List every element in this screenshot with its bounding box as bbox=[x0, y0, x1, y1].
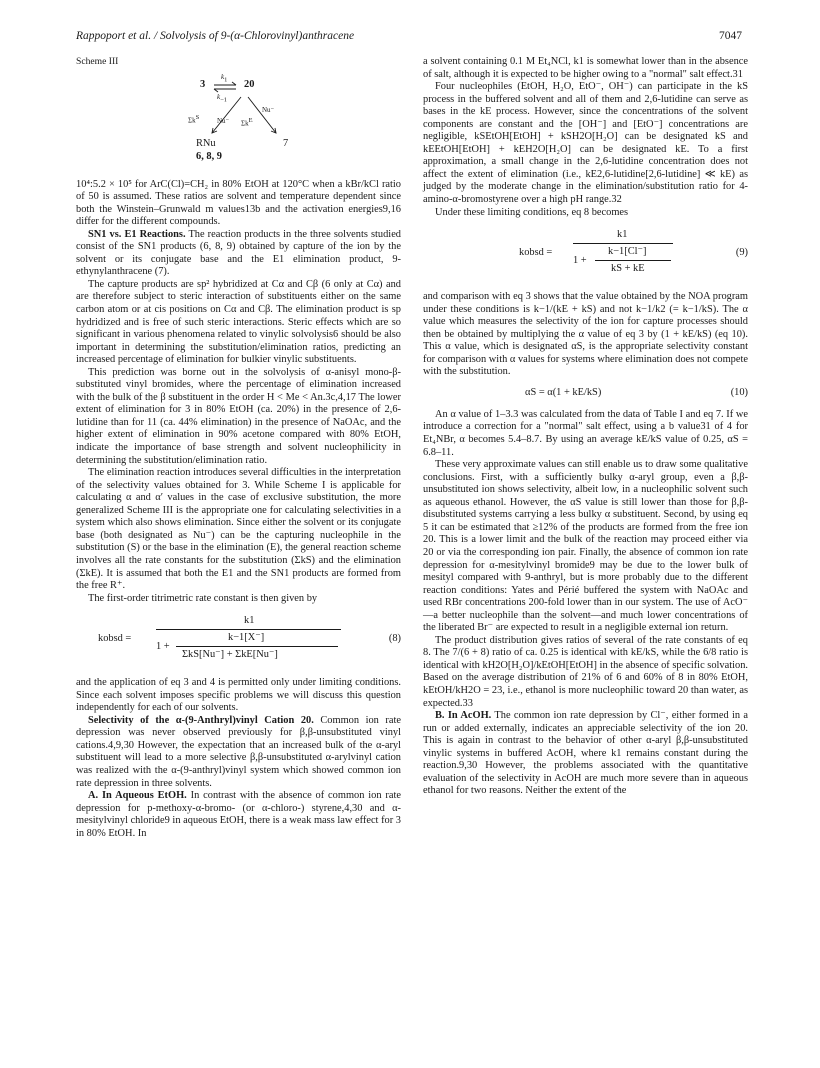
eq10-expression: αS = α(1 + kE/kS) bbox=[525, 386, 602, 398]
eq9-main-fraction-bar bbox=[573, 243, 673, 244]
eq8-main-fraction-bar bbox=[156, 629, 341, 630]
eq9-numerator: k1 bbox=[617, 229, 628, 241]
equation-10 bbox=[423, 385, 748, 401]
paragraph: 10⁴:5.2 × 10⁵ for ArC(Cl)=CH₂ in 80% EtOH at 120°C when a kBr/kCl ratio of 50 is assumed. These ratios are solvent and temperature dependent since both the Winstein–Grunwald m values13b and the activation energies9,16 differ for the different compounds. bbox=[76, 178, 401, 228]
paragraph: and comparison with eq 3 shows that the value obtained by the NOA program under these conditions is k−1/(kE + kS) and not k−1/k2 (= k−1/kS). The α value which measures the selectivity of the ion for capture processes should then be obtained by multiplying the α value of eq 3 by (1 + kE/kS) (eq 10). This α value, which is designated αS, is the appropriate selectivity constant for comparison with α values for systems where elimination does not compete with the substitution. bbox=[423, 291, 748, 378]
eq9-number: (9) bbox=[735, 247, 748, 259]
paragraph: and the application of eq 3 and 4 is permitted only under limiting conditions. Since each solvent imposes specific problems we will discuss this question independently for each of our solvents. bbox=[76, 677, 401, 714]
equation-9 bbox=[423, 229, 748, 281]
eq9-lhs: kobsd = bbox=[519, 247, 553, 259]
right-column bbox=[423, 56, 748, 798]
paragraph: This prediction was borne out in the solvolysis of α-anisyl mono-β-substituted vinyl bromides, where the percentage of elimination increased with the bulk of the β substituent in the order H < Me < An.3c,4,17 The lower extent of elimination for 3 in 80% EtOH (ca. 20%) in the presence of 2,6-lutidine than for 11 (ca. 44% elimination) in the presence of NaOAc, and the higher extent of elimination in 90% acetone compared with 80% EtOH, indicate the importance of base strength and solvent nucleophilicity in determining the substitution/elimination ratio. bbox=[76, 366, 401, 466]
paragraph: The first-order titrimetric rate constant is then given by bbox=[88, 592, 318, 604]
section-heading: SN1 vs. E1 Reactions. bbox=[88, 228, 186, 240]
eq8-number: (8) bbox=[388, 633, 401, 645]
paragraph: a solvent containing 0.1 M Et₄NCl, k1 is somewhat lower than in the absence of salt, although it is expected to be higher owing to a "normal" salt effect.31 bbox=[423, 56, 748, 80]
section-heading: A. In Aqueous EtOH. bbox=[88, 790, 187, 802]
scheme-sum-ke: $\Sigma k^E$ bbox=[241, 116, 253, 127]
paragraph: The product distribution gives ratios of several of the rate constants of eq 8. The 7/(6 + 8) ratio of ca. 0.25 is identical with kE/kS, while the 6/8 ratio is identical with kH2O[H₂O]/kEtOH[EtOH] in the absence of specific solvation. Based on the average distribution of 21% of 6 and 60% of 8 in 80% EtOH, kEtOH/kH2O = 23, i.e., ethanol is more nucleophilic toward 20 than water, as expected.33 bbox=[423, 634, 748, 709]
scheme-k1: $k_1$ bbox=[221, 72, 228, 83]
paragraph: These very approximate values can still enable us to draw some qualitative conclusions. First, with a sufficiently bulky α-aryl group, even a β,β-unsubstituted ion shows selectivity, albeit low, in a nucleophilic solvent such as aqueous ethanol. However, the αS value is still lower than those for β,β-disubstituted systems carrying a less bulky α substituent. Second, by using eq 5 it can be estimated that ≥12% of the products are formed from the free ion 20. This is a lower limit and the bulk of the reaction may proceed either via 20 or via the corresponding ion pair. Finally, the absence of common ion rate depression for α-mesitylvinyl bromide9 may be due to the lower bulk of mesityl compared with 9-anthryl, but is more probably due to the different reaction conditions: Yates and Périé buffered the system with NaOAc and used RBr concentrations 200-fold lower than in our system. The use of AcO⁻—a better nucleophile than the solvent—and much lower concentrations of the liberated Br⁻ are expected to result in a negligible external ion return. bbox=[423, 459, 748, 634]
scheme-ion-20: 20 bbox=[244, 78, 255, 90]
scheme-nu-left: Nu⁻ bbox=[217, 116, 230, 125]
running-title: Rappoport et al. / Solvolysis of 9-(α-Chlorovinyl)anthracene bbox=[76, 30, 355, 42]
section-heading: Selectivity of the α-(9-Anthryl)vinyl Cation 20. bbox=[88, 714, 314, 726]
scheme-sum-ks: $\Sigma k^S$ bbox=[188, 113, 200, 124]
scheme-label: Scheme III bbox=[76, 56, 119, 67]
scheme-nu-right: Nu⁻ bbox=[262, 105, 275, 114]
paragraph: Under these limiting conditions, eq 8 becomes bbox=[435, 206, 629, 218]
left-column bbox=[76, 56, 401, 840]
running-header bbox=[76, 30, 742, 46]
scheme-kminus1: $k_{-1}$ bbox=[217, 92, 228, 103]
paragraph: SN1 vs. E1 Reactions. The reaction products in the three solvents studied consist of the SN1 products (6, 8, 9) obtained by capture of the ion by the solvent or its conjugate base and the E1 elimination product, 9-ethynylanthracene (7). bbox=[76, 228, 401, 278]
section-heading: B. In AcOH. bbox=[435, 710, 492, 722]
eq8-inner-fraction-bar bbox=[176, 646, 338, 647]
paragraph: A. In Aqueous EtOH. In contrast with the absence of common ion rate depression for p-methoxy-α-bromo- (or α-chloro-) styrene,4,30 and α-mesitylvinyl chloride9 in aqueous EtOH, there is a weak mass law effect for 3 in 80% EtOH. In bbox=[76, 790, 401, 839]
paragraph: Four nucleophiles (EtOH, H₂O, EtO⁻, OH⁻) can participate in the kS process in the buffered solvent and all of them and 2,6-lutidine can serve as bases in the kE process. However, since the concentrations of the solvent components are constant and the [OH⁻] and [EtO⁻] concentrations are negligible, kSEtOH[EtOH] + kSH2O[H₂O] can be designated kS and kEEtOH[EtOH] + kEH2O[H₂O] can be designated kE. To a first approximation, a small change in the 2,6-lutidine concentration does not affect the extent of elimination (i.e., kE2,6-lutidine[2,6-lutidine] ≪ kE) as judged by the moderate change in the elimination/substitution ratio for 4-amino-α-bromostyrene over a high pH range.32 bbox=[423, 81, 748, 206]
paragraph: Selectivity of the α-(9-Anthryl)vinyl Cation 20. Common ion rate depression was never observed previously for β,β-unsubstituted vinyl cations.4,9,30 However, the expectation that an increased bulk of the α-aryl substituent will lead to a more selective β,β-unsubstituted α-arylvinyl cation was realized with the α-(9-anthryl)vinyl system which showed common ion rate depression in three solvents. bbox=[76, 714, 401, 789]
scheme-product-rnu: RNu bbox=[196, 137, 216, 149]
scheme-product-7: 7 bbox=[283, 137, 289, 149]
paragraph: The elimination reaction introduces several difficulties in the interpretation of the selectivity values obtained for 3. While Scheme I is applicable for calculating α and α′ values in the case of exclusive substitution, the more generalized Scheme III is the appropriate one for calculating selectivities in a system which also shows elimination. Since either the solvent or its conjugate base (both designated as Nu⁻) can be the capturing nucleophile in the substitution (S) or the base in the elimination (E), the general reaction scheme involves all the rate constants for the substitution (ΣkS) and the elimination (ΣkE). It is assumed that both the E1 and the SN1 products are formed from the free R⁺. bbox=[76, 467, 401, 592]
scheme-product-numbers: 6, 8, 9 bbox=[196, 150, 222, 162]
eq8-den-denominator: ΣkS[Nu⁻] + ΣkE[Nu⁻] bbox=[182, 649, 278, 661]
paragraph: B. In AcOH. The common ion rate depression by Cl⁻, either formed in a run or added externally, indicates an appreciable selectivity of the ion 20. This is again in contrast to the behavior of other α-aryl β,β-unsubstituted vinylic systems in buffered AcOH, where k1 remains constant during the reaction.9,30 However, the problems associated with the quantitative evaluation of the selectivity in AcOH are much more severe than in aqueous ethanol for two reasons. Neither the extent of the bbox=[423, 710, 748, 797]
paragraph: The capture products are sp² hybridized at Cα and Cβ (6 only at Cα) and are therefore subject to steric interaction of substituents either on the same carbon atom or at cis positions on Cα and Cβ. The elimination product is sp hydridized and is free of such steric interactions. Steric effects which are so significant in various phenomena related to vinylic solvolysis6 should be also important in determining the substitution/elimination ratios, predicting an increased percentage of elimination for bulkier vinylic substituents. bbox=[76, 278, 401, 366]
eq9-den-denominator: kS + kE bbox=[611, 263, 645, 275]
scheme-arrows bbox=[76, 75, 401, 179]
eq8-numerator: k1 bbox=[244, 615, 255, 627]
eq9-inner-fraction-bar bbox=[595, 260, 671, 261]
eq8-one: 1 + bbox=[156, 641, 170, 653]
scheme-reactant-3: 3 bbox=[200, 78, 206, 90]
eq8-lhs: kobsd = bbox=[98, 633, 132, 645]
eq8-den-numerator: k−1[X⁻] bbox=[228, 632, 265, 644]
eq9-one: 1 + bbox=[573, 255, 587, 267]
scheme-iii-diagram bbox=[76, 72, 401, 179]
eq9-den-numerator: k−1[Cl⁻] bbox=[608, 246, 647, 258]
paragraph: An α value of 1–3.3 was calculated from the data of Table I and eq 7. If we introduce a correction for a "normal" salt effect, using a b value31 of 4 for Et₄NBr, α becomes 5.4–8.7. By using an average kE/kS value of 0.25, αS = 6.8–11. bbox=[423, 408, 748, 458]
eq10-number: (10) bbox=[730, 386, 748, 398]
page-number: 7047 bbox=[719, 30, 742, 42]
equation-8 bbox=[76, 615, 401, 667]
